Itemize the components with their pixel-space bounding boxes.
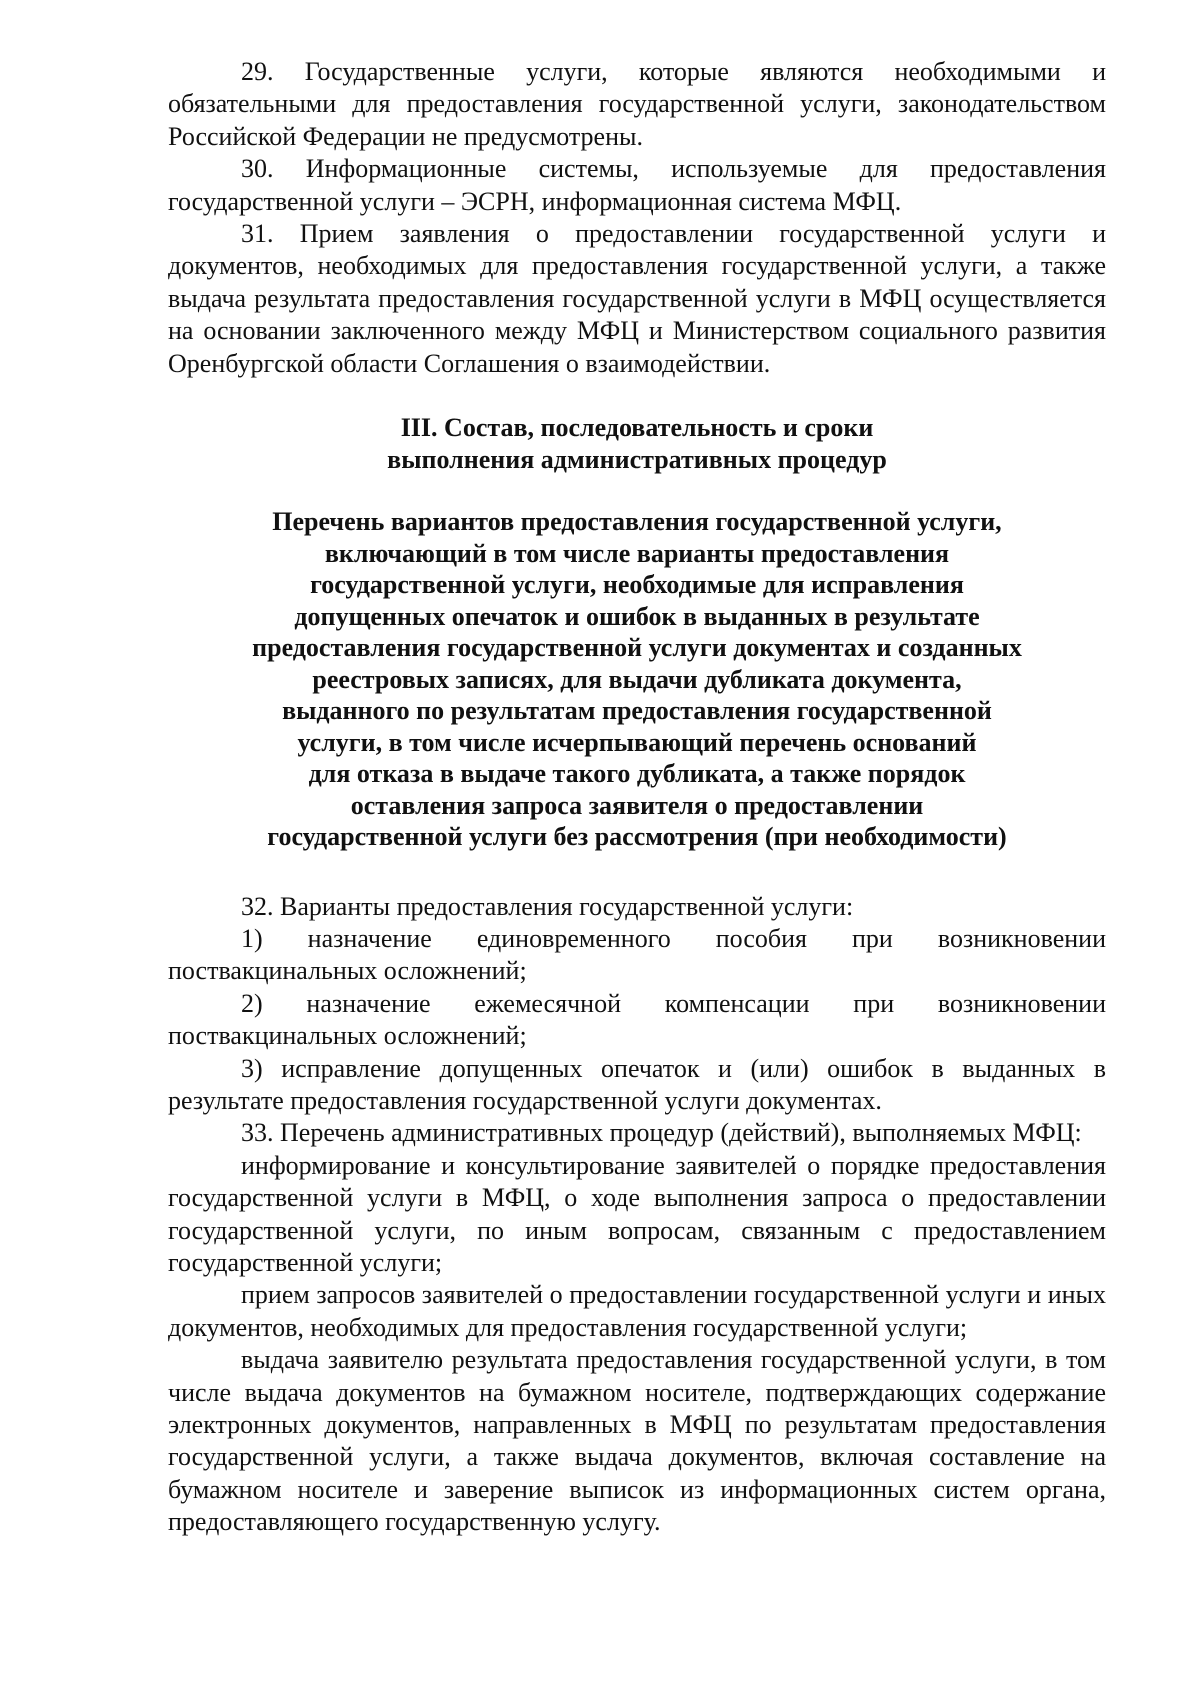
procedure-informing: информирование и консультирование заявителей о порядке предоставления государственной услуги в МФЦ, о ходе выполнения запроса о предоставлении государственной услуги, по иным вопросам, связанным с предоставлением государственной услуги;	[168, 1150, 1106, 1278]
section-heading-line: III. Состав, последовательность и сроки	[400, 413, 874, 443]
subsection-heading-line: предоставления государственной услуги документах и созданных	[252, 633, 1022, 663]
subsection-heading-line: оставления запроса заявителя о предоставлении	[350, 790, 924, 820]
procedure-issuing: выдача заявителю результата предоставления государственной услуги, в том числе выдача документов на бумажном носителе, подтверждающих содержание электронных документов, направленных в МФЦ по результатам предоставления государственной услуги, а также выдача документов, включая составление на бумажном носителе и заверение выписок из информационных систем органа, предоставляющего государственную услугу.	[168, 1345, 1106, 1537]
list-item-2: 2) назначение ежемесячной компенсации при возникновении поствакцинальных осложнений;	[168, 988, 1106, 1051]
subsection-heading-line: для отказа в выдаче такого дубликата, а также порядок	[308, 759, 966, 789]
paragraph-30: 30. Информационные системы, используемые для предоставления государственной услуги – ЭСРН, информационная система МФЦ.	[168, 154, 1106, 216]
subsection-heading-line: услуги, в том числе исчерпывающий перечень оснований	[297, 727, 977, 757]
list-item-3: 3) исправление допущенных опечаток и (или) ошибок в выданных в результате предоставления государственной услуги документах.	[168, 1053, 1106, 1115]
procedure-receiving: прием запросов заявителей о предоставлении государственной услуги и иных документов, необходимых для предоставления государственной услуги;	[168, 1280, 1106, 1342]
subsection-heading-line: государственной услуги без рассмотрения (при необходимости)	[267, 822, 1007, 852]
paragraph-32: 32. Варианты предоставления государственной услуги:	[241, 891, 854, 921]
section-heading	[168, 412, 1106, 475]
paragraph-33: 33. Перечень административных процедур (действий), выполняемых МФЦ:	[241, 1118, 1082, 1148]
subsection-heading-line: допущенных опечаток и ошибок в выданных в результате	[294, 601, 980, 631]
subsection-heading-line: реестровых записях, для выдачи дубликата документа,	[312, 664, 962, 694]
subsection-heading-line: Перечень вариантов предоставления государственной услуги,	[272, 507, 1002, 537]
subsection-heading	[168, 506, 1106, 853]
subsection-heading-line: выданного по результатам предоставления государственной	[282, 696, 992, 726]
subsection-heading-line: включающий в том числе варианты предоставления	[324, 538, 950, 568]
paragraph-29: 29. Государственные услуги, которые являются необходимыми и обязательными для предоставления государственной услуги, законодательством Российской Федерации не предусмотрены.	[168, 57, 1106, 151]
section-heading-line: выполнения административных процедур	[387, 444, 887, 474]
document-page	[168, 56, 1106, 1539]
list-item-1: 1) назначение единовременного пособия при возникновении поствакцинальных осложнений;	[168, 923, 1106, 986]
paragraph-31: 31. Прием заявления о предоставлении государственной услуги и документов, необходимых для предоставления государственной услуги, а также выдача результата предоставления государственной услуги в МФЦ осуществляется на основании заключенного между МФЦ и Министерством социального развития Оренбургской области Соглашения о взаимодействии.	[168, 219, 1106, 378]
subsection-heading-line: государственной услуги, необходимые для исправления	[310, 570, 964, 600]
